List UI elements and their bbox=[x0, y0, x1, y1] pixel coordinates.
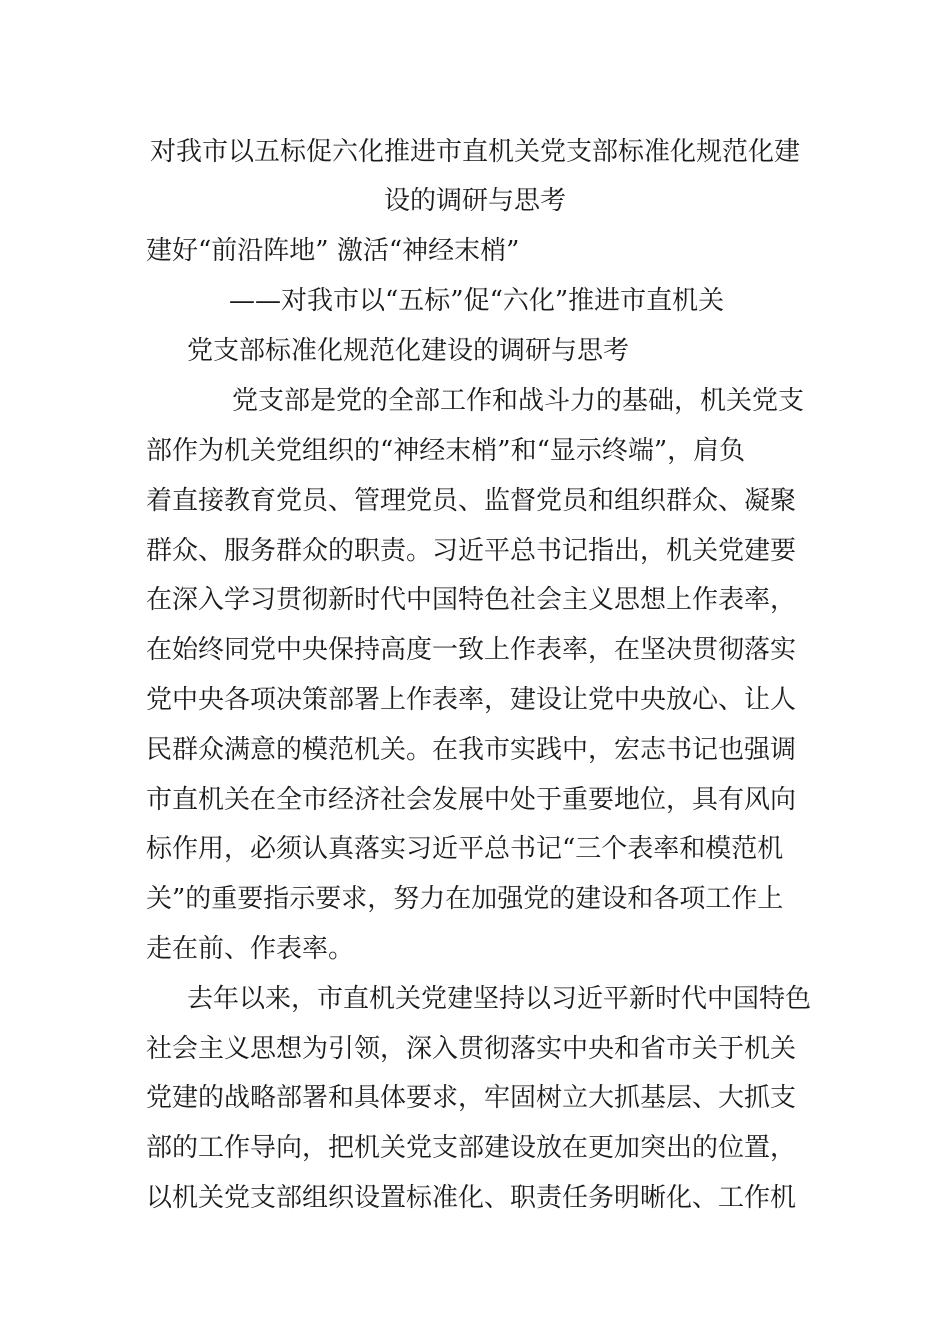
paragraph-line: 走在前、作表率。 bbox=[146, 934, 355, 964]
headline: 建好“前沿阵地” 激活“神经末梢” bbox=[146, 236, 520, 266]
paragraph-line: 市直机关在全市经济社会发展中处于重要地位，具有风向 bbox=[146, 785, 797, 815]
paragraph-line: 群众、服务群众的职责。习近平总书记指出，机关党建要 bbox=[146, 536, 797, 566]
paragraph-line: 党中央各项决策部署上作表率，建设让党中央放心、让人 bbox=[146, 685, 797, 715]
paragraph-line: 在始终同党中央保持高度一致上作表率，在坚决贯彻落实 bbox=[146, 635, 797, 665]
subtitle-line-2: 党支部标准化规范化建设的调研与思考 bbox=[187, 336, 630, 366]
paragraph-line: 去年以来，市直机关党建坚持以习近平新时代中国特色 bbox=[187, 984, 812, 1014]
paragraph-line: 民群众满意的模范机关。在我市实践中，宏志书记也强调 bbox=[146, 735, 797, 765]
paragraph-line: 在深入学习贯彻新时代中国特色社会主义思想上作表率， bbox=[146, 585, 797, 615]
paragraph-line: 着直接教育党员、管理党员、监督党员和组织群众、凝聚 bbox=[146, 486, 797, 516]
document-title-line-2: 设的调研与思考 bbox=[383, 186, 566, 216]
paragraph-line: 党支部是党的全部工作和战斗力的基础，机关党支 bbox=[232, 386, 805, 416]
paragraph-line: 部的工作导向，把机关党支部建设放在更加突出的位置， bbox=[146, 1133, 797, 1163]
paragraph-line: 关”的重要指示要求，努力在加强党的建设和各项工作上 bbox=[146, 884, 784, 914]
paragraph-line: 标作用，必须认真落实习近平总书记“三个表率和模范机 bbox=[146, 834, 784, 864]
paragraph-line: 以机关党支部组织设置标准化、职责任务明晰化、工作机 bbox=[146, 1183, 797, 1213]
document-title-line-1: 对我市以五标促六化推进市直机关党支部标准化规范化建 bbox=[149, 137, 800, 167]
paragraph-line: 党建的战略部署和具体要求，牢固树立大抓基层、大抓支 bbox=[146, 1083, 797, 1113]
paragraph-line: 部作为机关党组织的“神经末梢”和“显示终端”，肩负 bbox=[146, 436, 746, 466]
paragraph-line: 社会主义思想为引领，深入贯彻落实中央和省市关于机关 bbox=[146, 1034, 797, 1064]
subtitle-line-1: ——对我市以“五标”促“六化”推进市直机关 bbox=[229, 286, 725, 316]
